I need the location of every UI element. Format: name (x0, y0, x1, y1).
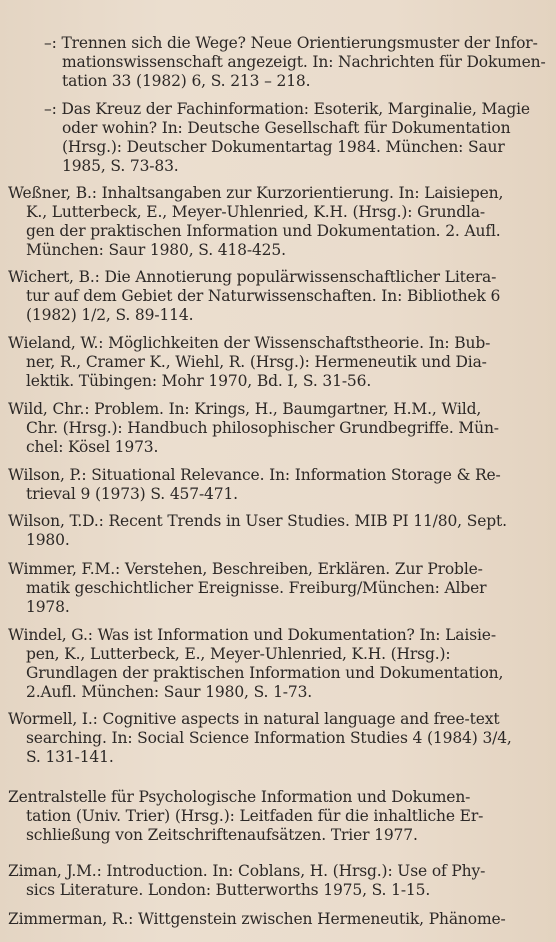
entry-line: ner, R., Cramer K., Wiehl, R. (Hrsg.): Hermeneutik und Dia- (26, 353, 487, 371)
entry-line: Wimmer, F.M.: Verstehen, Beschreiben, Erklären. Zur Proble- (8, 560, 483, 578)
entry-line: 1985, S. 73-83. (62, 157, 179, 175)
entry-line: Chr. (Hrsg.): Handbuch philosophischer Grundbegriffe. Mün- (26, 419, 499, 437)
entry-line: (1982) 1/2, S. 89-114. (26, 306, 194, 324)
entry-line: Wilson, T.D.: Recent Trends in User Studies. MIB PI 11/80, Sept. (8, 512, 507, 530)
entry-line: Zimmerman, R.: Wittgenstein zwischen Hermeneutik, Phänome- (8, 910, 506, 928)
entry-line: S. 131-141. (26, 748, 114, 766)
entry-line: Grundlagen der praktischen Information und Dokumentation, (26, 664, 504, 682)
entry-line: Ziman, J.M.: Introduction. In: Coblans, H. (Hrsg.): Use of Phy- (8, 862, 486, 880)
entry-line: München: Saur 1980, S. 418-425. (26, 241, 286, 259)
entry-line: Wild, Chr.: Problem. In: Krings, H., Baumgartner, H.M., Wild, (8, 400, 482, 418)
entry-line: (Hrsg.): Deutscher Dokumentartag 1984. München: Saur (62, 138, 505, 156)
entry-line: gen der praktischen Information und Dokumentation. 2. Aufl. (26, 222, 501, 240)
entry-line: Wilson, P.: Situational Relevance. In: Information Storage & Re- (8, 466, 501, 484)
entry-line: oder wohin? In: Deutsche Gesellschaft für Dokumentation (62, 119, 511, 137)
entry-line: lektik. Tübingen: Mohr 1970, Bd. I, S. 31-56. (26, 372, 372, 390)
entry-line: tation 33 (1982) 6, S. 213 – 218. (62, 72, 311, 90)
entry-line: Weßner, B.: Inhaltsangaben zur Kurzorientierung. In: Laisiepen, (8, 184, 504, 202)
entry-line: mationswissenschaft angezeigt. In: Nachrichten für Dokumen- (62, 53, 546, 71)
entry-line: K., Lutterbeck, E., Meyer-Uhlenried, K.H. (Hrsg.): Grundla- (26, 203, 486, 221)
entry-line: schließung von Zeitschriftenaufsätzen. Trier 1977. (26, 826, 418, 844)
entry-line: Wormell, I.: Cognitive aspects in natural language and free-text (8, 710, 500, 728)
entry-line: sics Literature. London: Butterworths 1975, S. 1-15. (26, 881, 431, 899)
entry-line: Wieland, W.: Möglichkeiten der Wissenschaftstheorie. In: Bub- (8, 334, 491, 352)
entry-line: 1980. (26, 531, 70, 549)
entry-line: –: Das Kreuz der Fachinformation: Esoterik, Marginalie, Magie (44, 100, 530, 118)
entry-line: chel: Kösel 1973. (26, 438, 159, 456)
entry-line: –: Trennen sich die Wege? Neue Orientierungsmuster der Infor- (44, 34, 538, 52)
entry-line: tation (Univ. Trier) (Hrsg.): Leitfaden für die inhaltliche Er- (26, 807, 484, 825)
entry-line: trieval 9 (1973) S. 457-471. (26, 485, 238, 503)
entry-line: matik geschichtlicher Ereignisse. Freiburg/München: Alber (26, 579, 487, 597)
entry-line: Wichert, B.: Die Annotierung populärwissenschaftlicher Litera- (8, 268, 497, 286)
entry-line: 2.Aufl. München: Saur 1980, S. 1-73. (26, 683, 313, 701)
entry-line: tur auf dem Gebiet der Naturwissenschaften. In: Bibliothek 6 (26, 287, 501, 305)
entry-line: pen, K., Lutterbeck, E., Meyer-Uhlenried, K.H. (Hrsg.): (26, 645, 451, 663)
entry-line: Windel, G.: Was ist Information und Dokumentation? In: Laisie- (8, 626, 496, 644)
entry-line: 1978. (26, 598, 70, 616)
entry-line: searching. In: Social Science Information Studies 4 (1984) 3/4, (26, 729, 512, 747)
entry-line: Zentralstelle für Psychologische Information und Dokumen- (8, 788, 471, 806)
